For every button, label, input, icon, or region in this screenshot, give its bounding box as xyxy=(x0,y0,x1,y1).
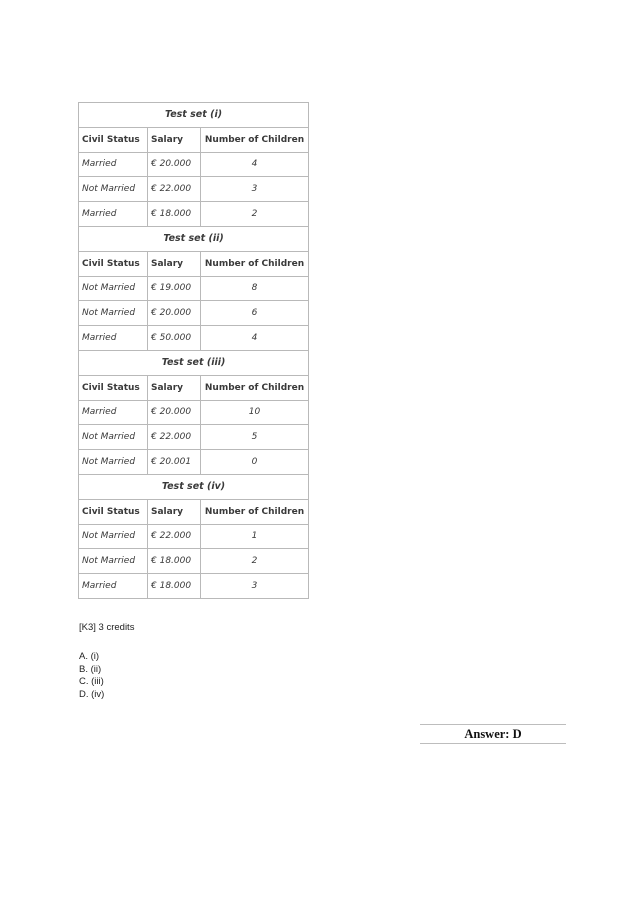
salary-cell: € 20.000 xyxy=(148,400,201,425)
test-set-title: Test set (iii) xyxy=(79,350,309,375)
column-header-children: Number of Children xyxy=(201,499,309,524)
children-cell: 4 xyxy=(201,326,309,351)
column-header-civil-status: Civil Status xyxy=(79,499,148,524)
test-set-title-row xyxy=(79,103,309,128)
children-cell: 8 xyxy=(201,276,309,301)
civil-status-cell: Married xyxy=(79,152,148,177)
table-row xyxy=(79,574,309,599)
civil-status-cell: Not Married xyxy=(79,301,148,326)
civil-status-cell: Not Married xyxy=(79,276,148,301)
salary-cell: € 22.000 xyxy=(148,524,201,549)
test-set-title-row xyxy=(79,474,309,499)
table-header-row xyxy=(79,375,309,400)
table-header-row xyxy=(79,499,309,524)
salary-cell: € 20.001 xyxy=(148,450,201,475)
salary-cell: € 19.000 xyxy=(148,276,201,301)
children-cell: 5 xyxy=(201,425,309,450)
option-a: A. (i) xyxy=(79,651,100,662)
table-row xyxy=(79,326,309,351)
children-cell: 1 xyxy=(201,524,309,549)
civil-status-cell: Not Married xyxy=(79,524,148,549)
option-c: C. (iii) xyxy=(79,676,104,688)
column-header-children: Number of Children xyxy=(201,251,309,276)
table-row xyxy=(79,450,309,475)
table-row xyxy=(79,276,309,301)
column-header-children: Number of Children xyxy=(201,375,309,400)
children-cell: 2 xyxy=(201,549,309,574)
salary-cell: € 20.000 xyxy=(148,301,201,326)
children-cell: 3 xyxy=(201,574,309,599)
column-header-salary: Salary xyxy=(148,375,201,400)
test-set-title: Test set (ii) xyxy=(79,226,309,251)
civil-status-cell: Not Married xyxy=(79,549,148,574)
column-header-salary: Salary xyxy=(148,499,201,524)
civil-status-cell: Not Married xyxy=(79,425,148,450)
salary-cell: € 22.000 xyxy=(148,177,201,202)
children-cell: 2 xyxy=(201,202,309,227)
test-set-title: Test set (iv) xyxy=(79,474,309,499)
children-cell: 4 xyxy=(201,152,309,177)
test-set-title-row xyxy=(79,226,309,251)
salary-cell: € 50.000 xyxy=(148,326,201,351)
test-set-title: Test set (i) xyxy=(79,103,309,128)
civil-status-cell: Married xyxy=(79,574,148,599)
civil-status-cell: Not Married xyxy=(79,450,148,475)
table-row xyxy=(79,524,309,549)
test-sets-table xyxy=(78,102,309,599)
test-set-title-row xyxy=(79,350,309,375)
table-row xyxy=(79,152,309,177)
salary-cell: € 18.000 xyxy=(148,202,201,227)
table-row xyxy=(79,202,309,227)
civil-status-cell: Married xyxy=(79,202,148,227)
column-header-civil-status: Civil Status xyxy=(79,251,148,276)
civil-status-cell: Married xyxy=(79,400,148,425)
option-d: D. (iv) xyxy=(79,688,105,700)
column-header-salary: Salary xyxy=(148,251,201,276)
salary-cell: € 18.000 xyxy=(148,574,201,599)
children-cell: 0 xyxy=(201,450,309,475)
table-row xyxy=(79,400,309,425)
option-b: B. (ii) xyxy=(79,663,102,675)
column-header-salary: Salary xyxy=(148,127,201,152)
table-header-row xyxy=(79,127,309,152)
answer-options xyxy=(79,651,104,701)
column-header-civil-status: Civil Status xyxy=(79,375,148,400)
table-row xyxy=(79,549,309,574)
civil-status-cell: Not Married xyxy=(79,177,148,202)
salary-cell: € 20.000 xyxy=(148,152,201,177)
civil-status-cell: Married xyxy=(79,326,148,351)
table-row xyxy=(79,301,309,326)
salary-cell: € 18.000 xyxy=(148,549,201,574)
children-cell: 3 xyxy=(201,177,309,202)
column-header-civil-status: Civil Status xyxy=(79,127,148,152)
salary-cell: € 22.000 xyxy=(148,425,201,450)
answer-label: Answer: D xyxy=(420,724,566,744)
question-credits: [K3] 3 credits xyxy=(79,622,135,633)
table-row xyxy=(79,425,309,450)
table-row xyxy=(79,177,309,202)
children-cell: 6 xyxy=(201,301,309,326)
children-cell: 10 xyxy=(201,400,309,425)
table-header-row xyxy=(79,251,309,276)
column-header-children: Number of Children xyxy=(201,127,309,152)
